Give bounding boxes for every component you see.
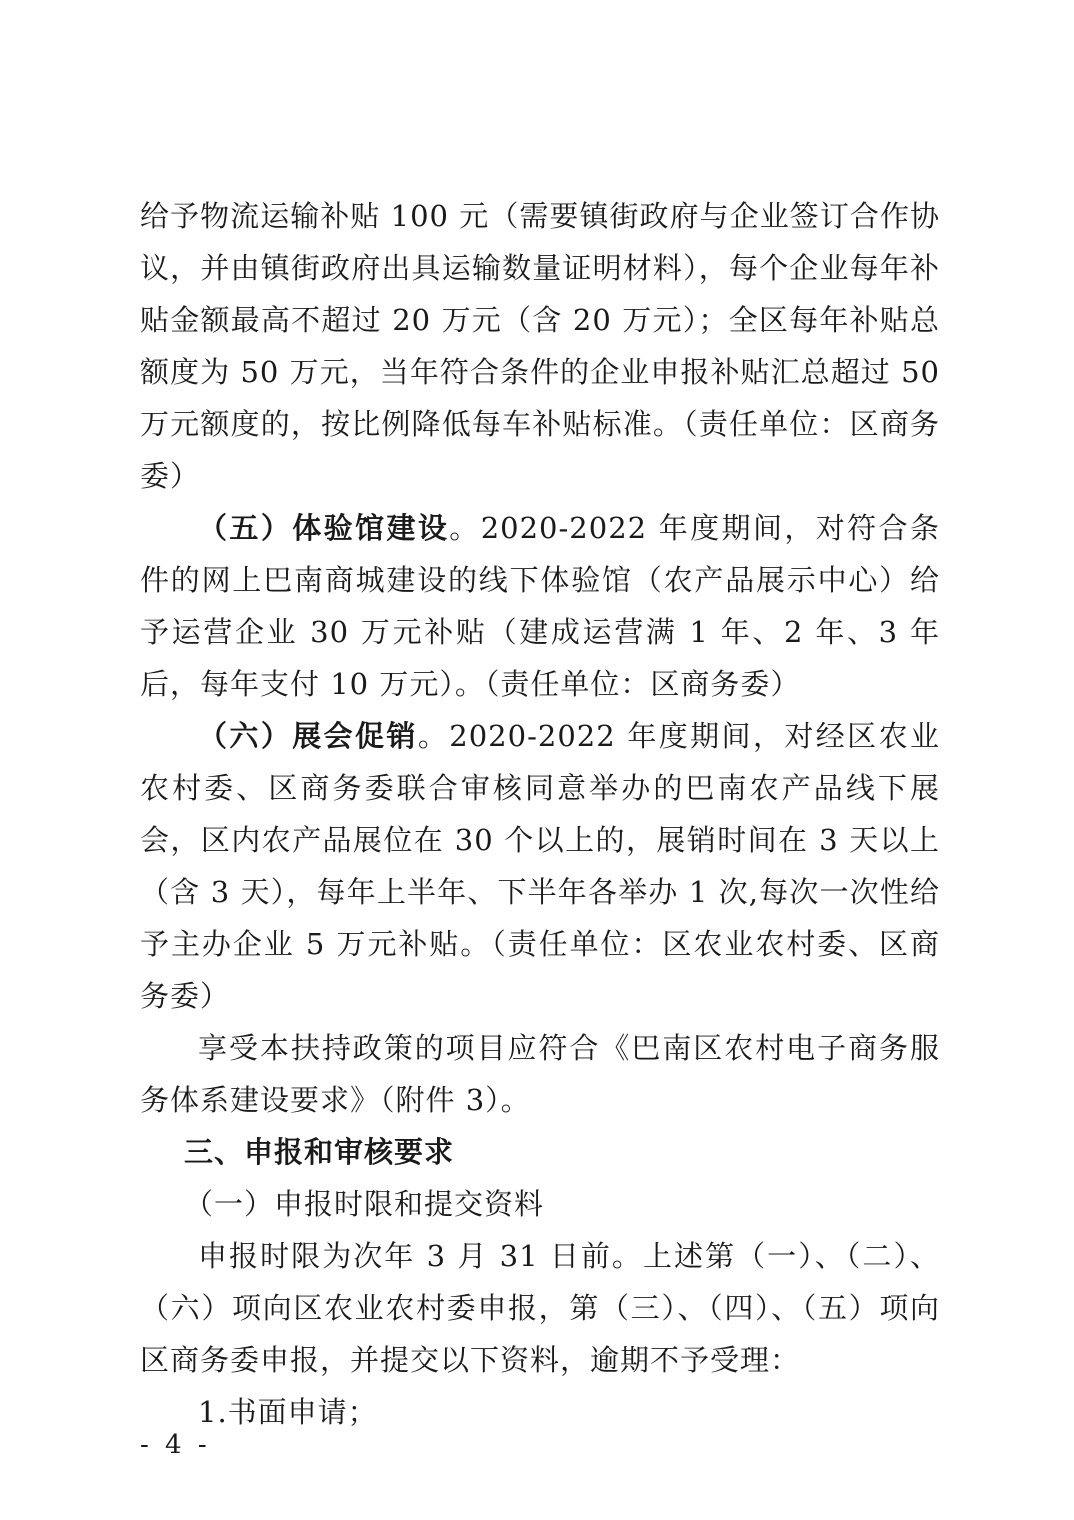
paragraph-item-6 xyxy=(140,710,940,1022)
paragraph-item-5 xyxy=(140,502,940,710)
item-6-title: （六）展会促销 xyxy=(198,719,418,753)
document-body xyxy=(140,190,940,1438)
page-number: - 4 - xyxy=(140,1430,211,1460)
paragraph-logistics-subsidy: 给予物流运输补贴 100 元（需要镇街政府与企业签订合作协议，并由镇街政府出具运输数量证明材料），每个企业每年补贴金额最高不超过 20 万元（含 20 万元）；全区每年补贴总额度为 50 万元，当年符合条件的企业申报补贴汇总超过 50 万元额度的，按比例降低每车补贴标准。（责任单位：区商务委） xyxy=(140,199,940,493)
subsection-1-heading: （一）申报时限和提交资料 xyxy=(184,1187,545,1221)
paragraph-policy-note: 享受本扶持政策的项目应符合《巴南区农村电子商务服务体系建设要求》（附件 3）。 xyxy=(140,1031,940,1117)
section-3-heading: 三、申报和审核要求 xyxy=(184,1135,455,1169)
list-item-written-application: 1.书面申请； xyxy=(198,1395,378,1429)
item-6-body: 。2020-2022 年度期间，对经区农业农村委、区商务委联合审核同意举办的巴南农产品线下展会，区内农产品展位在 30 个以上的，展销时间在 3 天以上（含 3 天），每年上半年、下半年各举办 1 次,每次一次性给予主办企业 5 万元补贴。（责任单位：区农业农村委、区商务委） xyxy=(140,719,940,1013)
paragraph-deadline: 申报时限为次年 3 月 31 日前。上述第（一）、（二）、（六）项向区农业农村委申报，第（三）、（四）、（五）项向区商务委申报，并提交以下资料，逾期不予受理： xyxy=(140,1239,940,1377)
item-5-body: 。2020-2022 年度期间，对符合条件的网上巴南商城建设的线下体验馆（农产品展示中心）给予运营企业 30 万元补贴（建成运营满 1 年、2 年、3 年后，每年支付 10 万元）。（责任单位：区商务委） xyxy=(140,511,940,701)
item-5-title: （五）体验馆建设 xyxy=(198,511,450,545)
